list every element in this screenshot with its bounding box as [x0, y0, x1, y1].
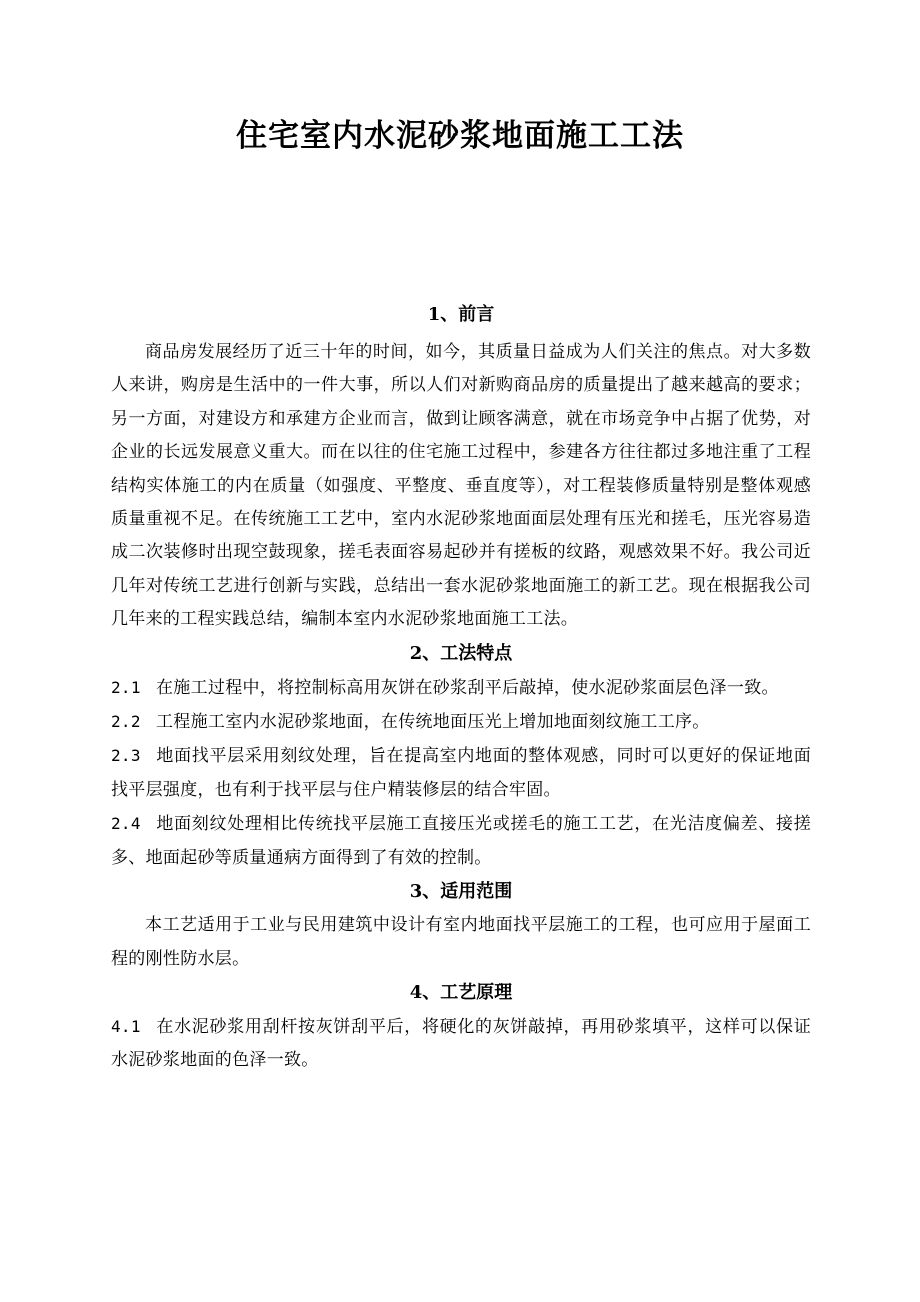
list-item	[111, 807, 811, 875]
preface-paragraph: 商品房发展经历了近三十年的时间，如今，其质量日益成为人们关注的焦点。对大多数人来讲，购房是生活中的一件大事，所以人们对新购商品房的质量提出了越来越高的要求；另一方面，对建设方和承建方企业而言，做到让顾客满意，就在市场竞争中占据了优势，对企业的长远发展意义重大。而在以往的住宅施工过程中，参建各方往往都过多地注重了工程结构实体施工的内在质量（如强度、平整度、垂直度等），对工程装修质量特别是整体观感质量重视不足。在传统施工工艺中，室内水泥砂浆地面面层处理有压光和搓毛，压光容易造成二次装修时出现空鼓现象，搓毛表面容易起砂并有搓板的纹路，观感效果不好。我公司近几年对传统工艺进行创新与实践，总结出一套水泥砂浆地面施工的新工艺。现在根据我公司几年来的工程实践总结，编制本室内水泥砂浆地面施工工法。	[111, 342, 811, 630]
scope-paragraph: 本工艺适用于工业与民用建筑中设计有室内地面找平层施工的工程，也可应用于屋面工程的刚性防水层。	[111, 915, 811, 969]
item-text: 在水泥砂浆用刮杆按灰饼刮平后，将硬化的灰饼敲掉，再用砂浆填平，这样可以保证水泥砂浆地面的色泽一致。	[111, 1016, 811, 1071]
document-title: 住宅室内水泥砂浆地面施工工法	[236, 118, 684, 154]
section-heading-scope: 3、适用范围	[409, 881, 513, 903]
item-text: 地面刻纹处理相比传统找平层施工直接压光或搓毛的施工工艺，在光洁度偏差、接搓多、地面起砂等质量通病方面得到了有效的控制。	[111, 814, 811, 868]
list-item	[111, 1010, 811, 1078]
item-text: 在施工过程中，将控制标高用灰饼在砂浆刮平后敲掉，使水泥砂浆面层色泽一致。	[156, 677, 779, 698]
item-number: 4.1	[111, 1016, 141, 1036]
item-text: 地面找平层采用刻纹处理，旨在提高室内地面的整体观感，同时可以更好的保证地面找平层强度，也有利于找平层与住户精装修层的结合牢固。	[111, 746, 811, 800]
section-heading-principle: 4、工艺原理	[409, 981, 513, 1003]
list-item	[111, 705, 811, 739]
item-number: 2.4	[111, 814, 141, 834]
item-number: 2.2	[111, 712, 141, 732]
item-number: 2.1	[111, 677, 141, 697]
list-item	[111, 739, 811, 807]
item-text: 工程施工室内水泥砂浆地面，在传统地面压光上增加地面刻纹施工工序。	[156, 712, 710, 733]
list-item	[111, 671, 811, 705]
section-heading-preface: 1、前言	[427, 304, 495, 325]
document-body	[111, 298, 811, 1078]
section-heading-features: 2、工法特点	[409, 642, 513, 664]
item-number: 2.3	[111, 746, 141, 766]
